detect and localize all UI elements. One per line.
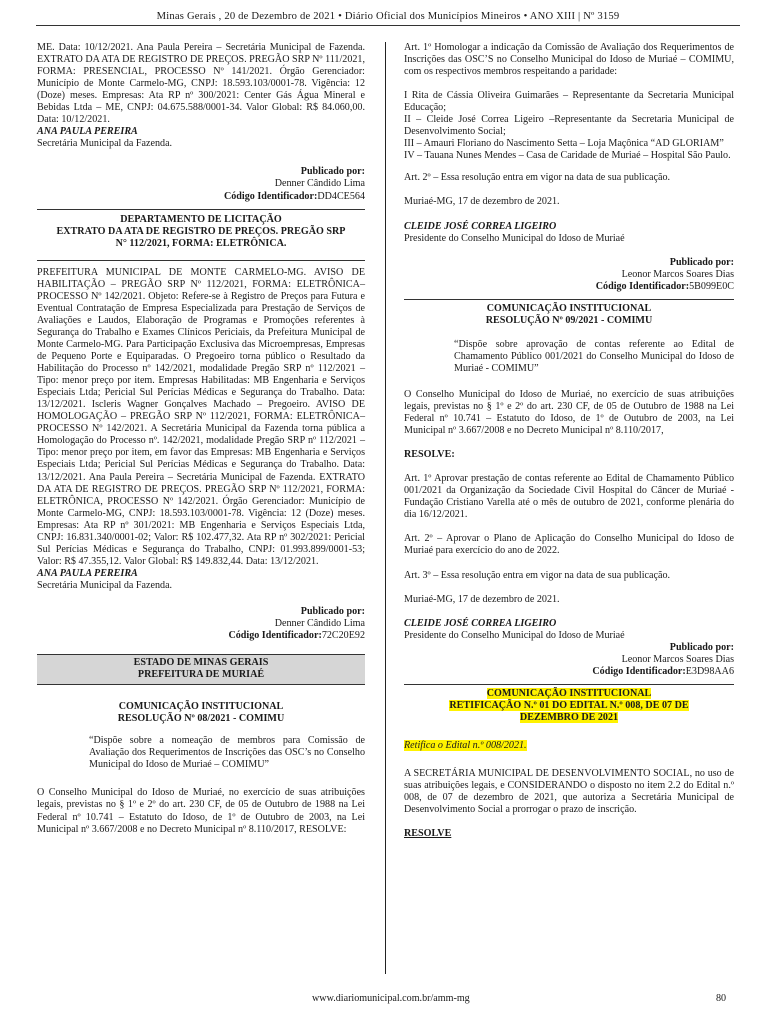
published-by-name: Leonor Marcos Soares Dias: [621, 268, 734, 280]
section-heading-retificacao: [404, 684, 734, 724]
article-3: Art. 3º – Essa resolução entra em vigor na data de sua publicação.: [404, 569, 671, 581]
member-4: IV – Tauana Nunes Mendes – Casa de Caridade de Muriaé – Hospital São Paulo.: [404, 150, 731, 162]
signature-role: Presidente do Conselho Municipal do Idoso de Muriaé: [404, 629, 625, 641]
resolution-title: RESOLUÇÃO Nº 09/2021 - COMIMU: [485, 314, 653, 326]
published-by-label: Publicado por:: [669, 256, 734, 268]
identifier-line: [404, 666, 734, 678]
identifier-code: 5B099E0C: [689, 280, 734, 292]
identifier-label: Código Identificador:: [592, 665, 686, 677]
communication-title: COMUNICAÇÃO INSTITUCIONAL: [118, 701, 284, 713]
identifier-code: 72C20E92: [321, 630, 365, 642]
signature-role: Secretária Municipal da Fazenda.: [37, 579, 173, 591]
published-by-label: Publicado por:: [300, 605, 365, 617]
article-1: Art. 1º Homologar a indicação da Comissão de Avaliação dos Requerimentos de Inscrições das OSC’S no Conselho Municipal do Idoso de Muriaé – COMIMU, com os respectivos membros respeitando a paridade:: [404, 42, 734, 78]
header-rule: [36, 25, 740, 26]
state-title: ESTADO DE MINAS GERAIS: [133, 657, 269, 669]
communication-title: COMUNICAÇÃO INSTITUCIONAL: [486, 302, 652, 314]
member-3: III – Amauri Floriano do Nascimento Setta – Loja Maçônica “AD GLORIAM”: [404, 138, 724, 150]
published-by-name: Denner Cândido Lima: [274, 618, 365, 630]
retificacao-paragraph: A SECRETÁRIA MUNICIPAL DE DESENVOLVIMENTO SOCIAL, no uso de suas atribuições legais, e CONSIDERANDO o disposto no item 2.2 do Edital n.º 008, de 07 de dezembro de 2021, que autoriza a Secretária Municipal de Desenvolvimento Social a prorrogar o prazo de inscrição.: [404, 768, 734, 816]
identifier-line: [404, 281, 734, 293]
section-heading-resolution-09: [404, 299, 734, 327]
resolve-heading: RESOLVE: [404, 828, 452, 840]
right-column: [404, 42, 734, 840]
signature-role: Secretária Municipal da Fazenda.: [37, 138, 173, 150]
resolution-summary-quote: “Dispõe sobre aprovação de contas referente ao Edital de Chamamento Público 001/2021 do Conselho Municipal do Idoso de Muriaé - COMIMU”: [454, 338, 734, 374]
place-date: Muriaé-MG, 17 de dezembro de 2021.: [404, 593, 560, 605]
signature-name: CLEIDE JOSÉ CORREA LIGEIRO: [404, 617, 557, 629]
extrato-111-paragraph: ME. Data: 10/12/2021. Ana Paula Pereira – Secretária Municipal de Fazenda. EXTRATO DA ATA DE REGISTRO DE PREÇOS. PREGÃO SRP Nº 111/2021, FORMA: PRESENCIAL, PROCESSO Nº 141/2021. Órgão Gerenciador: Município de Monte Carmelo-MG, CNPJ: 18.593.103/0001-78. Vigência: 12 (Doze) meses. Empresas: Ata RP nº 300/2021: Center Gás Água Mineral e Bebidas Ltda – ME, CNPJ: 04.675.588/0001-34. Valor Global: R$ 84.060,00. Data: 10/12/2021.: [37, 42, 365, 126]
resolution-title: RESOLUÇÃO Nº 08/2021 - COMIMU: [117, 713, 285, 725]
article-1: Art. 1º Aprovar prestação de contas referente ao Edital de Chamamento Público 001/2021 da Organização da Sociedade Civil Hospital do Câncer de Muriaé - Fundação Cristiano Varella até o mês de outubro de 2021, conforme plenária do dia 16/12/2021.: [404, 473, 734, 521]
section-title: DEPARTAMENTO DE LICITAÇÃO: [120, 213, 282, 225]
place-date: Muriaé-MG, 17 de dezembro de 2021.: [404, 196, 560, 208]
resolution-preamble: O Conselho Municipal do Idoso de Muriaé, no exercício de suas atribuições legais, previstas no § 1º e 2º do art. 230 CF, de 05 de Outubro de 1988 na Lei Federal nº 10.741 – Estatuto do Idoso, de 1º de Outubro de 2003, na Lei Municipal nº 3.667/2008 e no Decreto Municipal nº 8.110/2017, RESOLVE:: [37, 787, 365, 835]
aviso-112-paragraph: PREFEITURA MUNICIPAL DE MONTE CARMELO-MG. AVISO DE HABILITAÇÃO – PREGÃO SRP Nº 112/2021, FORMA: ELETRÔNICA– PROCESSO Nº 142/2021. Objeto: Refere-se à Registro de Preços para Futura e Eventual Contratação de Empresa Especializada para Prestação de Serviços de Avaliações e Laudos, Elaboração de Programas e Promoções referentes à Segurança do Trabalho e Exames Clínicos Periciais, da Prefeitura Municipal de Monte Carmelo-MG. Para Participação Exclusiva das Microempresas, Empresas de Pequeno Porte e Equiparadas. O Pregoeiro torna público o Resultado da Habilitação do Processo nº 142/2021, modalidade Pregão SRP nº 112/2021 – Tipo: menor preço por item. Empresas Habilitadas: MB Engenharia e Serviços Especiais Ltda; Pericial Sul Perícias Médicas e Segurança do Trabalho. Data: 13/12/2021. Iscleris Wagner Gonçalves Machado – Pregoeiro. AVISO DE HOMOLOGAÇÃO – PREGÃO SRP Nº 112/2021, FORMA: ELETRÔNICA– PROCESSO Nº 142/2021. A Secretária Municipal da Fazenda torna pública a Homologação do Processo nº. 142/2021, modalidade Pregão SRP nº 112/2021 – Tipo: menor preço por item, em favor das Empresas: MB Engenharia e Serviços Especiais Ltda; Pericial Sul Perícias Médicas e Segurança do Trabalho. Data: 13/12/2021. Ana Paula Pereira – Secretária Municipal de Fazenda. EXTRATO DA ATA DE REGISTRO DE PREÇOS. PREGÃO SRP Nº 112/2021, FORMA: ELETRÔNICA, PROCESSO Nº 142/2021. Órgão Gerenciador: Município de Monte Carmelo-MG, CNPJ: 18.593.103/0001-78. Vigência: 12 (Doze) meses. Empresas: Ata RP nº 301/2021: MB Engenharia e Serviços Especiais Ltda, CNPJ: 16.831.340/0001-02; Valor: R$ 102.477,32. Ata RP nº 302/2021: Pericial Sul Perícias Médicas e Segurança do Trabalho, CNPJ: 01.993.899/0001-53; Valor: R$ 47.355,12. Valor Global: R$ 149.832,44. Data: 13/12/2021.: [37, 266, 365, 567]
published-by-label: Publicado por:: [300, 166, 365, 178]
section-subtitle: EXTRATO DA ATA DE REGISTRO DE PREÇOS. PREGÃO SRP N° 112/2021, FORMA: ELETRÔNICA.: [56, 225, 346, 249]
page-header: Minas Gerais , 20 de Dezembro de 2021 • Diário Oficial dos Municípios Mineiros • ANO XIII | Nº 3159: [156, 11, 620, 22]
article-2: Art. 2º – Aprovar o Plano de Aplicação do Conselho Municipal do Idoso de Muriaé para exercício do ano de 2022.: [404, 533, 734, 557]
identifier-line: [37, 191, 365, 203]
member-2: II – Cleide José Correa Ligeiro –Representante da Secretaria Municipal de Desenvolvimento Social;: [404, 114, 734, 138]
signature-name: ANA PAULA PEREIRA: [37, 567, 138, 579]
identifier-code: E3D98AA6: [685, 665, 734, 677]
resolution-preamble: O Conselho Municipal do Idoso de Muriaé, no exercício de suas atribuições legais, previstas no § 1º e 2º do art. 230 CF, de 05 de Outubro de 1988 na Lei Federal nº 10.741 – Estatuto do Idoso, de 1º de Outubro de 2003, na Lei Municipal nº 3.667/2008 e no Decreto Municipal nº 8.110/2017,: [404, 388, 734, 437]
section-heading-licitacao: [37, 209, 365, 261]
identifier-label: Código Identificador:: [595, 280, 690, 292]
footer-url: www.diariomunicipal.com.br/amm-mg: [312, 993, 470, 1004]
page-number: 80: [716, 993, 727, 1004]
prefeitura-title: PREFEITURA DE MURIAÉ: [137, 669, 265, 681]
signature-name: CLEIDE JOSÉ CORREA LIGEIRO: [404, 220, 557, 232]
published-by-name: Leonor Marcos Soares Dias: [621, 653, 734, 665]
retificacao-title: RETIFICAÇÃO N.º 01 DO EDITAL N.º 008, DE 07 DE DEZEMBRO DE 2021: [449, 699, 689, 723]
resolve-heading: RESOLVE:: [404, 449, 455, 461]
communication-title: COMUNICAÇÃO INSTITUCIONAL: [486, 687, 652, 699]
published-by-name: Denner Cândido Lima: [274, 178, 365, 190]
signature-role: Presidente do Conselho Municipal do Idoso de Muriaé: [404, 232, 625, 244]
identifier-label: Código Identificador:: [228, 630, 322, 642]
signature-name: ANA PAULA PEREIRA: [37, 126, 138, 138]
section-heading-muriae: [37, 654, 365, 685]
column-divider: [385, 42, 386, 974]
resolution-summary-quote: “Dispõe sobre a nomeação de membros para Comissão de Avaliação dos Requerimentos de Inscrições das OSC’s no Conselho Municipal do Idoso de Muriaé – COMIMU”: [89, 735, 365, 771]
identifier-line: [37, 630, 365, 642]
article-2: Art. 2º – Essa resolução entra em vigor na data de sua publicação.: [404, 172, 671, 184]
member-1: I Rita de Cássia Oliveira Guimarães – Representante da Secretaria Municipal Educação;: [404, 90, 734, 114]
left-column: [37, 42, 365, 836]
published-by-label: Publicado por:: [669, 641, 734, 653]
identifier-code: DD4CE564: [317, 190, 365, 202]
retifica-line: Retifica o Edital n.º 008/2021.: [404, 739, 527, 751]
identifier-label: Código Identificador:: [223, 190, 318, 202]
